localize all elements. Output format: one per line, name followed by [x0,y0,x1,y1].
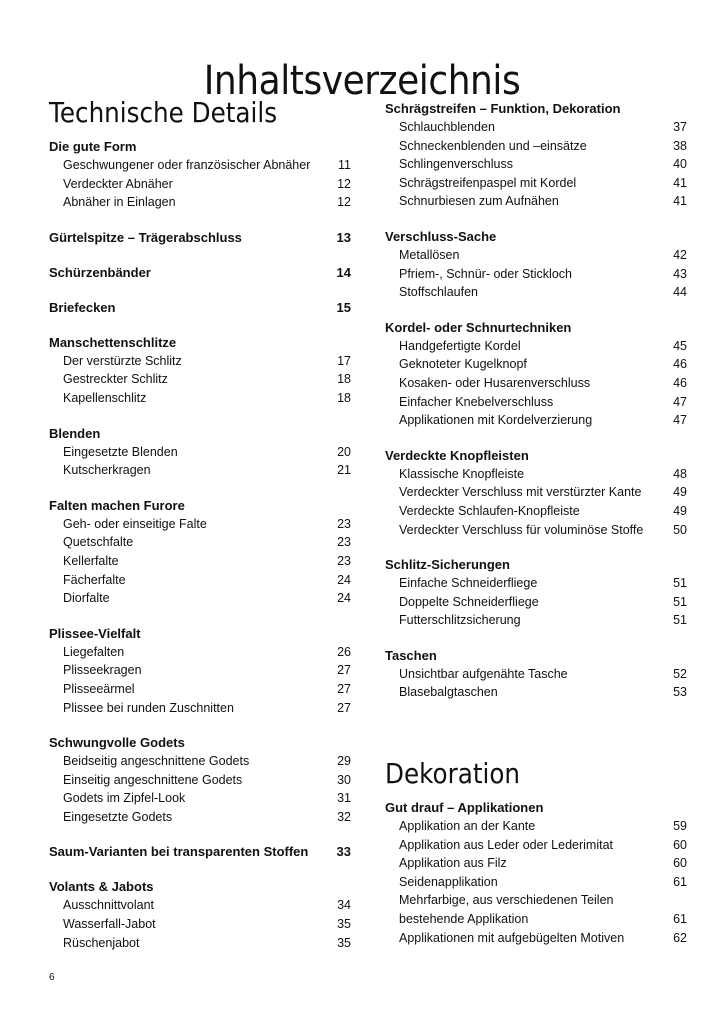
toc-entry-page: 32 [337,809,351,824]
toc-entry[interactable] [385,337,687,356]
toc-entry[interactable] [385,891,687,910]
toc-entry-label: Applikation an der Kante [399,819,536,834]
toc-group-title: Verdeckte Knopfleisten [385,447,529,463]
toc-group-title: Kordel- oder Schnurtechniken [385,319,572,335]
toc-group-heading[interactable] [49,264,351,282]
toc-entry-label: Verdeckte Schlaufen-Knopfleiste [399,503,580,518]
toc-entry[interactable] [385,411,687,430]
toc-entry-page: 23 [337,553,351,568]
toc-entry-page: 45 [673,338,687,353]
toc-group [49,878,351,952]
toc-entry-label: Der verstürzte Schlitz [63,353,182,368]
toc-group-title: Schürzenbänder [49,264,151,280]
toc-entry-page: 17 [337,353,351,368]
toc-group [49,138,351,212]
toc-entry-label: Applikation aus Filz [399,856,507,871]
toc-group-title: Gürtelspitze – Trägerabschluss [49,229,242,245]
toc-entry-page: 35 [337,917,351,932]
toc-group [49,497,351,608]
toc-entry-label: Abnäher in Einlagen [63,195,176,210]
toc-entry-label: Fächerfalte [63,572,126,587]
toc-entry-page: 49 [673,503,687,518]
toc-entry[interactable] [385,873,687,892]
toc-entry[interactable] [49,589,351,608]
toc-entry[interactable] [49,515,351,534]
toc-group-title: Saum-Varianten bei transparenten Stoffen [49,844,309,860]
toc-entry-page: 51 [673,613,687,628]
toc-entry-label: Eingesetzte Blenden [63,444,178,459]
toc-group [385,647,687,702]
toc-group [385,228,687,302]
toc-entry[interactable] [49,643,351,662]
toc-entry-page: 53 [673,685,687,700]
toc-entry-label: Verdeckter Abnäher [63,176,173,191]
toc-entry-label: Doppelte Schneiderfliege [399,594,539,609]
toc-entry-page: 60 [673,856,687,871]
toc-group-page: 13 [336,229,351,245]
toc-group [49,299,351,317]
toc-entry[interactable] [49,443,351,462]
toc-entry[interactable] [49,789,351,808]
toc-entry[interactable] [385,611,687,630]
toc-entry[interactable] [49,175,351,194]
toc-entry-page: 62 [673,930,687,945]
toc-group-heading[interactable] [49,734,351,752]
toc-entry-page: 18 [337,390,351,405]
toc-group-page: 33 [336,844,351,860]
toc-entry[interactable] [49,915,351,934]
toc-entry-page: 31 [337,791,351,806]
toc-group [49,229,351,247]
page-number: 6 [49,972,55,983]
toc-group-heading[interactable] [385,319,687,337]
toc-entry-page: 59 [673,819,687,834]
toc-group-heading[interactable] [49,299,351,317]
toc-entry[interactable] [385,118,687,137]
toc-entry[interactable] [49,752,351,771]
toc-group-heading[interactable] [49,138,351,156]
toc-entry[interactable] [49,533,351,552]
toc-entry-label: Unsichtbar aufgenähte Tasche [399,666,568,681]
toc-entry[interactable] [49,571,351,590]
section-heading-dekoration: Dekoration [385,757,521,791]
toc-entry-label: Gestreckter Schlitz [63,372,168,387]
left-column [49,96,351,969]
toc-entry[interactable] [385,246,687,265]
toc-entry-page: 27 [337,681,351,696]
toc-entry[interactable] [385,137,687,156]
toc-entry-page: 61 [673,874,687,889]
toc-entry-label: bestehende Applikation [399,912,529,927]
toc-group-heading[interactable] [49,229,351,247]
toc-entry[interactable] [49,896,351,915]
toc-group-page: 15 [336,299,351,315]
toc-groups-dekoration [385,799,687,947]
toc-entry-page: 43 [673,266,687,281]
toc-entry-label: Kosaken- oder Husarenverschluss [399,375,591,390]
toc-entry-label: Eingesetzte Godets [63,809,173,824]
toc-entry-page: 23 [337,516,351,531]
toc-entry-label: Applikationen mit Kordelverzierung [399,413,593,428]
toc-entry-label: Schlauchblenden [399,120,495,134]
toc-group-heading[interactable] [385,447,687,465]
page-title: Inhaltsverzeichnis [203,57,521,104]
toc-entry-label: Schnurbiesen zum Aufnähen [399,194,559,209]
toc-entry-page: 37 [673,120,687,134]
toc-entry[interactable] [49,389,351,408]
toc-entry-label: Verdeckter Verschluss mit verstürzter Kante [399,485,642,500]
toc-group-title: Manschettenschlitze [49,334,177,350]
toc-group-page: 14 [336,264,351,280]
toc-entry[interactable] [385,836,687,855]
toc-entry-page: 47 [673,413,687,428]
toc-entry-label: Schrägstreifenpaspel mit Kordel [399,175,577,190]
toc-entry-page: 51 [673,594,687,609]
toc-group-heading[interactable] [49,878,351,896]
toc-entry-label: Seidenapplikation [399,874,498,889]
toc-entry[interactable] [49,934,351,953]
toc-entry-label: Schlingenverschluss [399,157,513,172]
toc-entry-page: 35 [337,935,351,950]
toc-groups-technische [49,138,351,952]
toc-entry-page: 29 [337,754,351,769]
toc-entry[interactable] [385,817,687,836]
toc-entry-page: 47 [673,394,687,409]
toc-entry-label: Geh- oder einseitige Falte [63,516,207,531]
toc-entry-label: Applikationen mit aufgebügelten Motiven [399,930,625,945]
toc-entry-label: Plisseekragen [63,663,142,678]
toc-entry-label: Kellerfalte [63,553,119,568]
toc-entry[interactable] [49,808,351,827]
toc-entry[interactable] [385,665,687,684]
toc-group [49,264,351,282]
section-spacer [385,719,687,757]
toc-entry-label: Beidseitig angeschnittene Godets [63,754,250,769]
toc-entry-label: Einseitig angeschnittene Godets [63,772,243,787]
toc-group [49,425,351,480]
toc-entry-label: Verdeckter Verschluss für voluminöse Stoffe [399,522,644,537]
toc-entry-label: Klassische Knopfleiste [399,466,525,481]
toc-entry[interactable] [385,192,687,211]
toc-entry-page: 20 [337,444,351,459]
toc-entry[interactable] [49,370,351,389]
toc-entry[interactable] [385,929,687,948]
toc-entry-page: 18 [337,372,351,387]
toc-entry-page: 21 [337,463,351,478]
toc-entry[interactable] [385,174,687,193]
toc-entry[interactable] [49,461,351,480]
toc-entry-page: 48 [673,466,687,481]
toc-group [49,334,351,408]
toc-entry-label: Mehrfarbige, aus verschiedenen Teilen [399,893,614,908]
toc-entry-label: Schneckenblenden und –einsätze [399,138,587,153]
toc-group-heading[interactable] [49,425,351,443]
toc-entry-label: Wasserfall-Jabot [63,917,156,932]
toc-group-title: Schlitz-Sicherungen [385,557,510,573]
toc-entry-page: 23 [337,535,351,550]
toc-entry[interactable] [385,265,687,284]
toc-entry[interactable] [385,502,687,521]
toc-group-title: Schwungvolle Godets [49,735,185,751]
toc-entry-page: 41 [673,194,687,209]
toc-entry-page: 44 [673,285,687,300]
toc-entry-label: Einfacher Knebelverschluss [399,394,554,409]
toc-entry[interactable] [385,521,687,540]
toc-group-title: Briefecken [49,299,116,315]
toc-group-heading[interactable] [49,625,351,643]
toc-entry-page: 50 [673,522,687,537]
toc-entry-label: Plisseeärmel [63,681,135,696]
toc-group-heading[interactable] [49,497,351,515]
toc-entry-label: Rüschenjabot [63,935,140,950]
toc-entry-page: 11 [338,158,351,172]
toc-entry[interactable] [385,155,687,174]
toc-entry[interactable] [49,552,351,571]
toc-entry-label: Handgefertigte Kordel [399,338,521,353]
toc-entry-page: 60 [673,837,687,852]
toc-entry-label: Godets im Zipfel-Look [63,791,186,806]
toc-group-title: Die gute Form [49,139,137,154]
toc-group [385,556,687,630]
toc-entry-page: 12 [337,195,351,210]
toc-entry-label: Plissee bei runden Zuschnitten [63,700,234,715]
toc-entry-page: 34 [337,898,351,913]
toc-group [49,843,351,861]
toc-entry[interactable] [385,574,687,593]
toc-entry[interactable] [385,374,687,393]
toc-group-title: Schrägstreifen – Funktion, Dekoration [385,101,621,116]
toc-entry[interactable] [49,156,351,175]
toc-group-title: Plissee-Vielfalt [49,625,141,641]
toc-group-heading[interactable] [385,228,687,246]
toc-group-heading[interactable] [385,100,687,118]
toc-entry[interactable] [49,661,351,680]
toc-entry[interactable] [385,393,687,412]
toc-entry-label: Kapellenschlitz [63,390,147,405]
toc-entry-page: 42 [673,247,687,262]
toc-entry-label: Blasebalgtaschen [399,685,498,700]
toc-entry-label: Kutscherkragen [63,463,151,478]
toc-entry-page: 27 [337,700,351,715]
toc-group [385,100,687,211]
toc-entry-page: 38 [673,138,687,153]
toc-group-title: Falten machen Furore [49,497,185,513]
toc-entry-label: Geknoteter Kugelknopf [399,357,527,372]
toc-group-heading[interactable] [49,843,351,861]
toc-group-heading[interactable] [49,334,351,352]
toc-entry-page: 24 [337,591,351,606]
right-column [385,100,687,964]
toc-entry-page: 46 [673,375,687,390]
toc-entry-page: 49 [673,485,687,500]
toc-entry-page: 52 [673,666,687,681]
toc-entry-page: 61 [673,912,687,927]
toc-group-title: Verschluss-Sache [385,228,497,244]
toc-entry-label: Ausschnittvolant [63,898,155,913]
toc-entry-label: Liegefalten [63,644,125,659]
toc-entry-label: Stoffschlaufen [399,285,478,300]
toc-group-title: Taschen [385,647,437,663]
toc-group [385,447,687,539]
toc-entry[interactable] [385,483,687,502]
toc-group-title: Blenden [49,425,101,441]
toc-entry-page: 40 [673,157,687,172]
toc-group-title: Gut drauf – Applikationen [385,800,544,816]
toc-group [385,319,687,430]
toc-group-heading[interactable] [385,647,687,665]
toc-entry[interactable] [49,699,351,718]
toc-entry-label: Pfriem-, Schnür- oder Stickloch [399,266,572,281]
toc-entry-page: 30 [337,772,351,787]
toc-group [385,799,687,947]
section-heading-technische-details: Technische Details [49,96,278,129]
toc-group-heading[interactable] [385,799,687,817]
toc-group-heading[interactable] [385,556,687,574]
toc-entry[interactable] [385,593,687,612]
toc-entry-label: Einfache Schneiderfliege [399,576,538,591]
toc-entry-page: 27 [337,663,351,678]
toc-entry-page: 24 [337,572,351,587]
toc-entry[interactable] [49,680,351,699]
toc-entry[interactable] [49,771,351,790]
toc-entry[interactable] [385,854,687,873]
toc-entry-page: 12 [337,176,351,191]
toc-group-title: Volants & Jabots [49,879,154,895]
toc-entry-page: 51 [673,576,687,591]
toc-entry-label: Futterschlitzsicherung [399,613,521,628]
toc-group [49,625,351,717]
toc-entry-page: 41 [673,175,687,190]
toc-entry[interactable] [385,283,687,302]
toc-entry[interactable] [49,193,351,212]
toc-entry-page: 46 [673,357,687,372]
toc-entry[interactable] [49,352,351,371]
toc-entry-page: 26 [337,644,351,659]
toc-groups-technische-continued [385,100,687,702]
toc-entry[interactable] [385,683,687,702]
toc-entry-label: Applikation aus Leder oder Lederimitat [399,837,614,852]
toc-entry-label: Quetschfalte [63,535,134,550]
toc-entry[interactable] [385,355,687,374]
toc-entry-label: Metallösen [399,247,460,262]
toc-group [49,734,351,826]
toc-entry[interactable] [385,910,687,929]
toc-entry-label: Geschwungener oder französischer Abnäher [63,158,311,172]
toc-entry[interactable] [385,465,687,484]
toc-entry-label: Diorfalte [63,591,110,606]
